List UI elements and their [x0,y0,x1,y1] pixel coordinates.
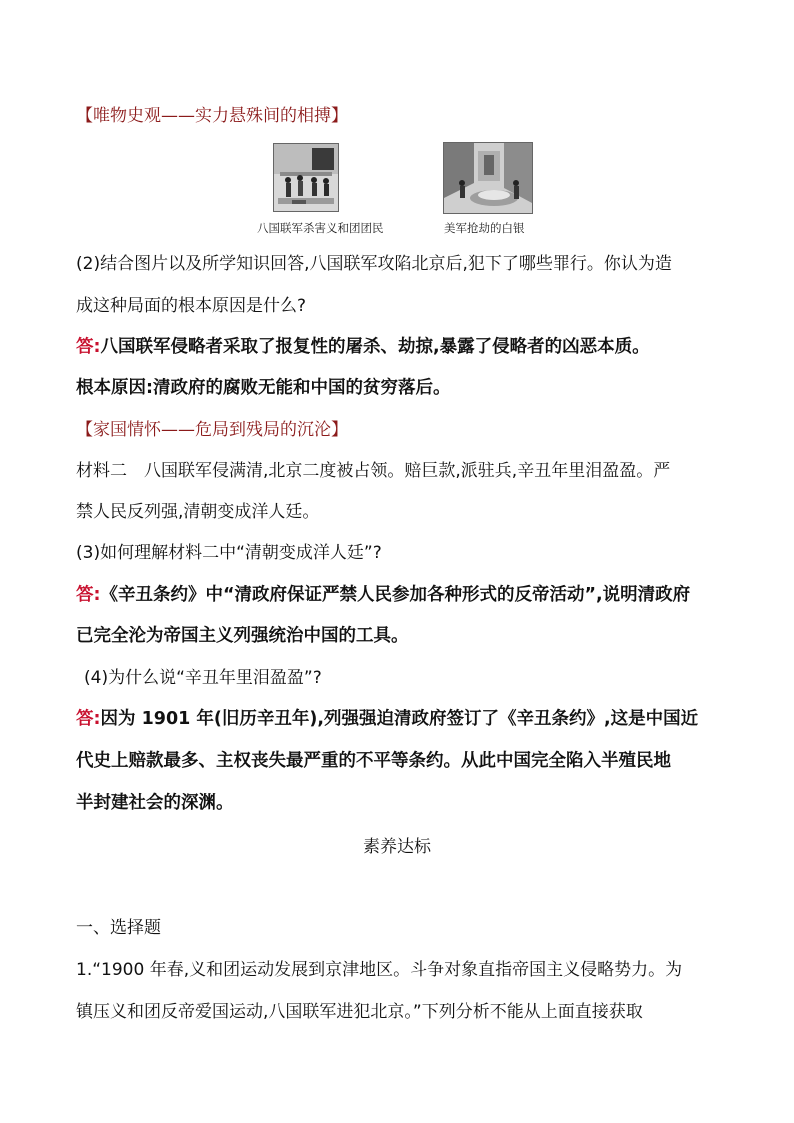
answer-label: 答: [76,337,101,357]
answer-3-line-2: 已完全沦为帝国主义列强统治中国的工具。 [76,626,409,646]
answer-4-line-1 [76,707,698,731]
question-1-line-2: 镇压义和团反帝爱国运动,八国联军进犯北京。”下列分析不能从上面直接获取 [76,1002,643,1022]
part-title-multiple-choice: 一、选择题 [76,918,161,938]
answer-text: 八国联军侵略者采取了报复性的屠杀、劫掠,暴露了侵略者的凶恶本质。 [100,337,650,357]
question-4: (4)为什么说“辛丑年里泪盈盈”? [84,668,322,688]
photo-caption-looted-silver: 美军抢劫的白银 [444,221,525,235]
section-title-materialism: 【唯物史观——实力悬殊间的相搏】 [76,106,348,126]
photo-looted-silver [443,142,533,214]
material-2-line-1: 材料二 八国联军侵满清,北京二度被占领。赔巨款,派驻兵,辛丑年里泪盈盈。严 [76,461,671,481]
photo-caption-boxer-killing: 八国联军杀害义和团团民 [257,221,384,235]
question-2-line-2: 成这种局面的根本原因是什么? [76,296,307,316]
material-2-line-2: 禁人民反列强,清朝变成洋人廷。 [76,502,320,522]
answer-text: 《辛丑条约》中“清政府保证严禁人民参加各种形式的反帝活动”,说明清政府 [100,585,691,605]
answer-text: 因为 1901 年(旧历辛丑年),列强强迫清政府签订了《辛丑条约》,这是中国近 [100,709,699,729]
answer-label: 答: [76,709,101,729]
section-title-patriotism: 【家国情怀——危局到残局的沉沦】 [76,420,348,440]
answer-4-line-3: 半封建社会的深渊。 [76,793,234,813]
question-3: (3)如何理解材料二中“清朝变成洋人廷”? [76,543,382,563]
section-title-literacy: 素养达标 [363,837,431,857]
answer-3-line-1 [76,583,690,607]
answer-2-line-1 [76,335,650,359]
answer-2-line-2: 根本原因:清政府的腐败无能和中国的贫穷落后。 [76,378,451,398]
question-1-line-1: 1.“1900 年春,义和团运动发展到京津地区。斗争对象直指帝国主义侵略势力。为 [76,960,683,980]
photo-boxer-killing [273,143,339,212]
answer-label: 答: [76,585,101,605]
question-2-line-1: (2)结合图片以及所学知识回答,八国联军攻陷北京后,犯下了哪些罪行。你认为造 [76,254,672,274]
answer-4-line-2: 代史上赔款最多、主权丧失最严重的不平等条约。从此中国完全陷入半殖民地 [76,751,671,771]
